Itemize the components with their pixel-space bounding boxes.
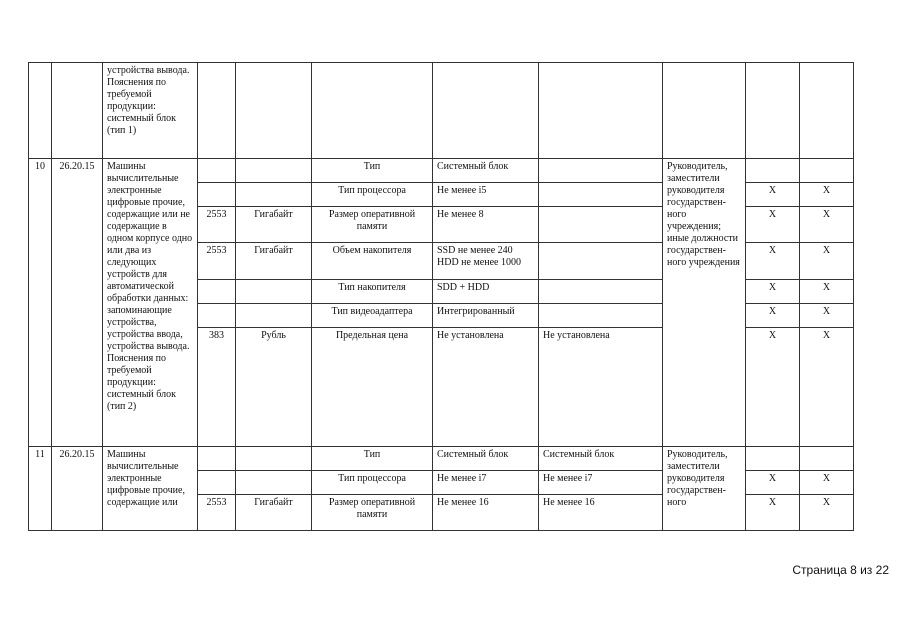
row-number-cell [29,63,52,159]
value-cell: SSD не менее 240 HDD не менее 1000 [433,243,539,280]
characteristic-cell: Тип накопителя [312,280,433,304]
product-name-cell: Машины вычислительные электронные цифровые прочие, содержащие или не содержащие в одном корпусе одно или два из следующих устройств для автоматической обработки данных: запоминающие устройства, устройства ввода, устройства вывода. Пояснения по требуемой продукции: системный блок (тип 2) [103,159,198,447]
value-cell [539,183,663,207]
okei-code-cell [198,183,236,207]
characteristic-cell: Предельная цена [312,328,433,447]
table-row [29,63,854,159]
value-cell: Интегрированный [433,304,539,328]
table-row [29,447,854,471]
x-cell [800,447,854,471]
position-cell: Руководитель, заместители руководителя государствен-ного учреждения; иные должности государствен-ного учреждения [663,159,746,447]
okei-code-cell: 2553 [198,495,236,531]
value-cell [539,207,663,243]
product-name-cell: Машины вычислительные электронные цифровые прочие, содержащие или [103,447,198,531]
unit-cell: Гигабайт [236,207,312,243]
value-cell [539,280,663,304]
characteristic-cell: Тип [312,447,433,471]
row-number-cell: 10 [29,159,52,447]
okei-code-cell [198,280,236,304]
okei-code-cell [198,304,236,328]
unit-cell [236,159,312,183]
x-cell: X [800,243,854,280]
row-number-cell: 11 [29,447,52,531]
x-cell: X [800,280,854,304]
okpd-code-cell: 26.20.15 [52,159,103,447]
okei-code-cell [198,447,236,471]
characteristic-cell: Тип [312,159,433,183]
x-cell [746,159,800,183]
value-cell: Не менее i7 [433,471,539,495]
table-row [29,159,854,183]
unit-cell: Гигабайт [236,243,312,280]
unit-cell: Рубль [236,328,312,447]
characteristic-cell: Размер оперативной памяти [312,207,433,243]
value-cell: Не менее 16 [433,495,539,531]
x-cell [746,447,800,471]
value-cell [539,159,663,183]
characteristic-cell: Размер оперативной памяти [312,495,433,531]
value-cell: Системный блок [433,447,539,471]
product-name-cell: устройства вывода. Пояснения по требуемой продукции: системный блок (тип 1) [103,63,198,159]
characteristic-cell: Тип процессора [312,471,433,495]
unit-cell [236,183,312,207]
x-cell: X [746,304,800,328]
okei-code-cell [198,471,236,495]
okei-code-cell: 2553 [198,207,236,243]
unit-cell [236,280,312,304]
x-cell: X [800,304,854,328]
characteristic-cell: Тип процессора [312,183,433,207]
x-cell: X [800,495,854,531]
x-cell: X [800,328,854,447]
value-cell: Системный блок [539,447,663,471]
value-cell: Не установлена [433,328,539,447]
unit-cell [236,63,312,159]
unit-cell [236,304,312,328]
x-cell [746,63,800,159]
okei-code-cell [198,159,236,183]
okpd-code-cell: 26.20.15 [52,447,103,531]
value-cell [539,304,663,328]
unit-cell [236,447,312,471]
x-cell: X [800,471,854,495]
value-cell: Не установлена [539,328,663,447]
x-cell: X [746,280,800,304]
value-cell [539,63,663,159]
value-cell: Системный блок [433,159,539,183]
value-cell [539,243,663,280]
position-cell: Руководитель, заместители руководителя государствен-ного [663,447,746,531]
value-cell: SDD + HDD [433,280,539,304]
position-cell [663,63,746,159]
okei-code-cell: 383 [198,328,236,447]
okei-code-cell [198,63,236,159]
value-cell: Не менее 8 [433,207,539,243]
x-cell [800,63,854,159]
characteristic-cell: Объем накопителя [312,243,433,280]
x-cell: X [800,207,854,243]
requirements-table [28,62,854,531]
characteristic-cell [312,63,433,159]
value-cell: Не менее i7 [539,471,663,495]
x-cell: X [746,183,800,207]
x-cell: X [746,207,800,243]
x-cell: X [800,183,854,207]
unit-cell [236,471,312,495]
characteristic-cell: Тип видеоадаптера [312,304,433,328]
x-cell [800,159,854,183]
value-cell: Не менее 16 [539,495,663,531]
page-counter: Страница 8 из 22 [792,563,889,577]
value-cell: Не менее i5 [433,183,539,207]
x-cell: X [746,328,800,447]
x-cell: X [746,495,800,531]
unit-cell: Гигабайт [236,495,312,531]
okei-code-cell: 2553 [198,243,236,280]
x-cell: X [746,471,800,495]
x-cell: X [746,243,800,280]
okpd-code-cell [52,63,103,159]
value-cell [433,63,539,159]
